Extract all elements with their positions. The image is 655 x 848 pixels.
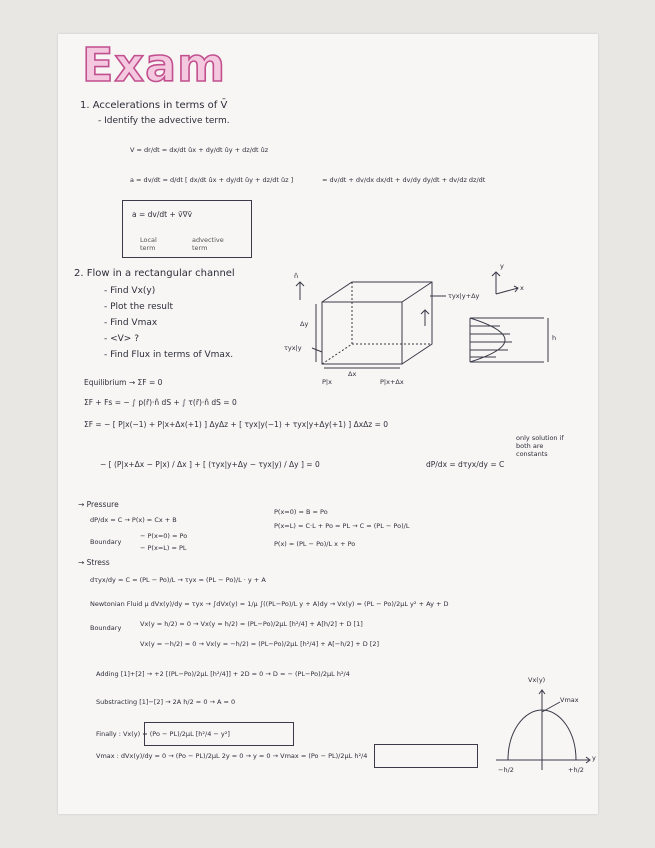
- q1-local-term: Local term: [140, 236, 157, 252]
- q1-accel-eq-right: = dv/dt + dv/dx dx/dt + dv/dy dy/dt + dv/dz dz/dt: [322, 176, 486, 184]
- fig-px-label: P|x: [322, 378, 332, 386]
- pressure-result-3: P(x) = (PL − Po)/L x + Po: [274, 540, 356, 548]
- equilibrium-note: only solution if both are constants: [516, 434, 564, 458]
- page-title: Exam: [82, 38, 227, 92]
- stress-substracting: Substracting [1]−[2] → 2A h/2 = 0 → A = 0: [96, 698, 236, 706]
- pressure-result-2: P(x=L) = C·L + Po = PL → C = (PL − Po)/L: [274, 522, 410, 530]
- equilibrium-line-4b: dP/dx = dτyx/dy = C: [426, 460, 505, 469]
- pressure-result-1: P(x=0) = B = Po: [274, 508, 328, 516]
- equilibrium-line-1: Equilibrium → ΣF = 0: [84, 378, 163, 387]
- pressure-boundary-2: − P(x=L) = PL: [140, 544, 187, 552]
- fig-h-label: h: [552, 334, 557, 342]
- fig-pxdx-label: P|x+Δx: [380, 378, 404, 386]
- q1-advective-term: advective term: [192, 236, 224, 252]
- pressure-line-1: dP/dx = C → P(x) = Cx + B: [90, 516, 177, 524]
- pressure-heading: → Pressure: [78, 500, 119, 509]
- plot-vmax-label: Vmax: [560, 696, 579, 704]
- pressure-boundary-1: − P(x=0) = Po: [140, 532, 188, 540]
- equilibrium-line-4a: − [ (P|x+Δx − P|x) / Δx ] + [ (τyx|y+Δy − τyx|y) / Δy ] = 0: [100, 460, 320, 469]
- equilibrium-line-2: ΣF + Fs = − ∫ p(r̄)·n̂ dS + ∫ τ(r̄)·n̂ dS = 0: [84, 398, 237, 407]
- fig-axis-x: x: [520, 284, 524, 292]
- stress-finally: Finally : Vx(y) = (Po − PL)/2μL [h²/4 − y²]: [96, 730, 230, 738]
- stress-boundary-1: Vx(y = h/2) = 0 → Vx(y = h/2) = (PL−Po)/2μL [h²/4] + A[h/2] + D [1]: [140, 620, 363, 628]
- equilibrium-line-3: ΣF = − [ P|x(−1) + P|x+Δx(+1) ] ΔyΔz + [ τyx|y(−1) + τyx|y+Δy(+1) ] ΔxΔz = 0: [84, 420, 389, 429]
- q2-item-5: - Find Flux in terms of Vmax.: [104, 350, 234, 360]
- fig-axis-y: y: [500, 262, 504, 270]
- pressure-boundary-label: Boundary: [90, 538, 122, 546]
- q1-subheading: - Identify the advective term.: [98, 116, 230, 126]
- stress-line-2: Newtonian Fluid μ dVx(y)/dy = τyx → ∫dVx(y) = 1/μ ∫((PL−Po)/L y + A)dy → Vx(y) = (PL − Po)/2μL y² + Ay + D: [90, 600, 449, 608]
- q2-heading: 2. Flow in a rectangular channel: [74, 268, 235, 279]
- stress-adding: Adding [1]+[2] → +2 [(PL−Po)/2μL [h²/4]] + 2D = 0 → D = − (PL−Po)/2μL h²/4: [96, 670, 350, 678]
- stress-boundary-2: Vx(y = −h/2) = 0 → Vx(y = −h/2) = (PL−Po)/2μL [h²/4] + A[−h/2] + D [2]: [140, 640, 380, 648]
- plot-tick-left: −h/2: [498, 766, 514, 774]
- plot-ylabel: Vx(y): [528, 676, 546, 684]
- fig-tau-bottom-label: τyx|y: [284, 344, 302, 352]
- q2-item-3: - Find Vmax: [104, 318, 158, 328]
- q1-heading: 1. Accelerations in terms of V̄: [80, 100, 228, 111]
- stress-vmax: Vmax : dVx(y)/dy = 0 → (Po − PL)/2μL 2y = 0 → y = 0 → Vmax = (Po − PL)/2μL h²/4: [96, 752, 368, 760]
- q1-boxed-eq: a = dv/dt + v̄∇v̄: [132, 210, 193, 219]
- q2-item-2: - Plot the result: [104, 302, 174, 312]
- q2-item-1: - Find Vx(y): [104, 286, 156, 296]
- fig-dx-label: Δx: [348, 370, 357, 378]
- stress-boundary-label: Boundary: [90, 624, 122, 632]
- q1-velocity-eq: V = dr/dt = dx/dt ûx + dy/dt ûy + dz/dt ûz: [130, 146, 269, 154]
- stress-line-1: dτyx/dy = C = (PL − Po)/L → τyx = (PL − Po)/L · y + A: [90, 576, 266, 584]
- q2-item-4: - <V> ?: [104, 334, 139, 344]
- plot-tick-right: +h/2: [568, 766, 584, 774]
- fig-tau-top-label: τyx|y+Δy: [448, 292, 480, 300]
- stress-heading: → Stress: [78, 558, 110, 567]
- plot-xaxis: y: [592, 754, 596, 762]
- q1-accel-eq-left: a = dv/dt = d/dt [ dx/dt ûx + dy/dt ûy + dz/dt ûz ]: [130, 176, 294, 184]
- fig-dy-label: Δy: [300, 320, 309, 328]
- fig-normal-label: n̂: [294, 272, 299, 280]
